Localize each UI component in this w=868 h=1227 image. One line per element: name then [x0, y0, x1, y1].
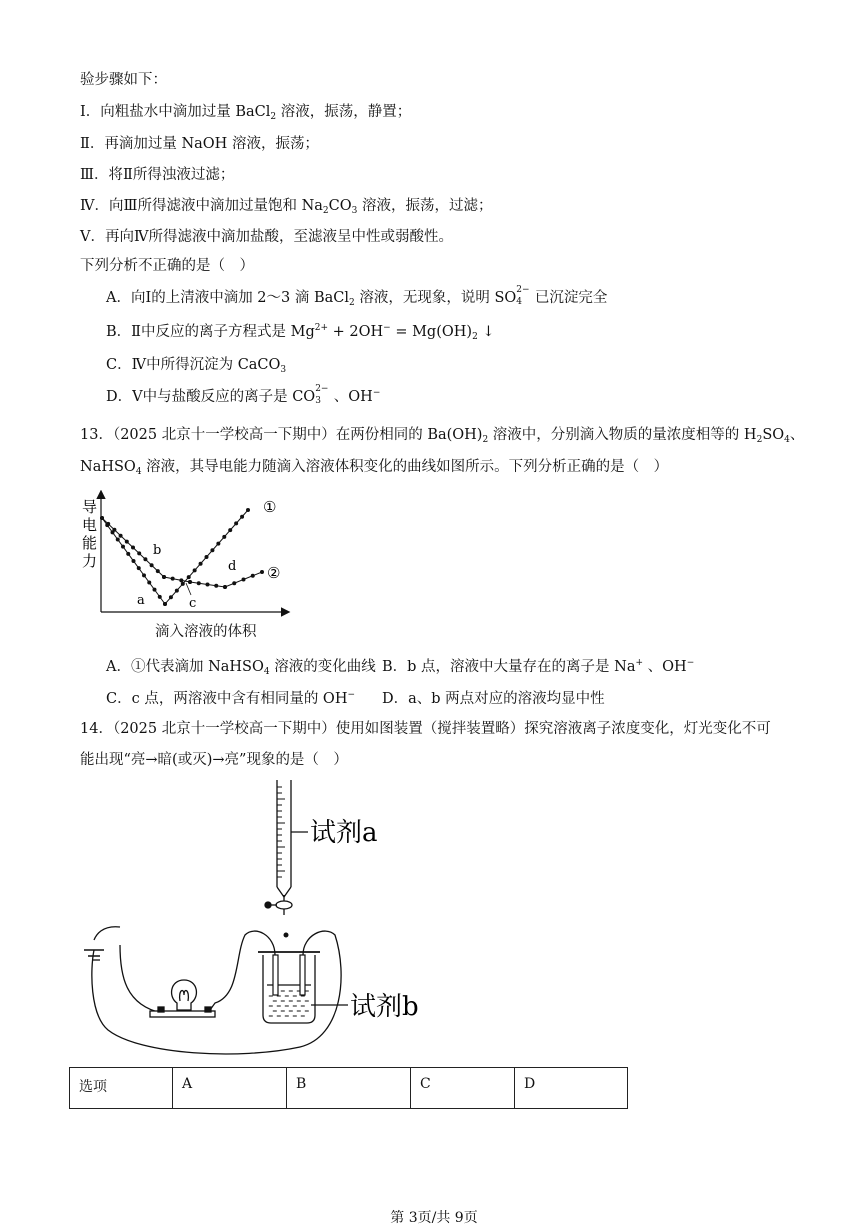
- point-label-d: d: [228, 559, 237, 574]
- curve-dot: [242, 578, 246, 582]
- curve-dot: [205, 555, 209, 559]
- curve-dot: [232, 581, 236, 585]
- curve-dot: [100, 516, 104, 520]
- q13-option-d: D．a、b 两点对应的溶液均显中性: [382, 691, 605, 707]
- burette: [265, 780, 292, 915]
- curve-dot: [193, 568, 197, 572]
- step-3: Ⅲ．将Ⅱ所得浊液过滤；: [80, 167, 235, 183]
- curve-dot: [206, 583, 210, 587]
- y-label-char-2: 电: [82, 516, 98, 534]
- curve-dot: [112, 528, 116, 532]
- q13-option-a: A．①代表滴加 NaHSO$_4$ 溶液的变化曲线: [106, 659, 376, 677]
- table-header-cell: 选项: [70, 1068, 173, 1109]
- step-4: Ⅳ．向Ⅲ所得滤液中滴加过量饱和 $Na_2CO_3$ 溶液，振荡，过滤；: [80, 198, 493, 216]
- curve-dot: [210, 548, 214, 552]
- drop: [284, 933, 289, 938]
- curve-dot: [222, 535, 226, 539]
- table-header-cell: A: [173, 1068, 287, 1109]
- curve-dot: [234, 521, 238, 525]
- curve-dot: [147, 581, 151, 585]
- options-table: [69, 1067, 628, 1109]
- curve-dot: [179, 578, 183, 582]
- curve-dot: [214, 584, 218, 588]
- table-header-cell: C: [411, 1068, 515, 1109]
- step-1: Ⅰ．向粗盐水中滴加过量 BaCl$_2$ 溶液，振荡，静置；: [80, 104, 412, 122]
- q12-option-c: C．Ⅳ中所得沉淀为 CaCO$_3$: [106, 357, 287, 375]
- curve-dot: [137, 566, 141, 570]
- curve-dot: [121, 545, 125, 549]
- x-axis-label: 滴入溶液的体积: [155, 624, 257, 640]
- series-2-label: ②: [267, 564, 281, 582]
- curve-dot: [216, 542, 220, 546]
- page-footer: 第 3页/共 9页: [390, 1210, 478, 1226]
- beaker: [258, 952, 320, 1023]
- y-label-char-4: 力: [82, 552, 98, 570]
- curve-dot: [187, 575, 191, 579]
- table-row: [70, 1068, 628, 1109]
- curve-dot: [116, 538, 120, 542]
- curve-dot: [199, 562, 203, 566]
- curve-dot: [197, 581, 201, 585]
- table-header-cell: B: [287, 1068, 411, 1109]
- curve-dot: [106, 522, 110, 526]
- point-label-c: c: [189, 596, 197, 611]
- curve-dot: [162, 575, 166, 579]
- curve-dot: [169, 595, 173, 599]
- q13-option-b: B．b 点，溶液中大量存在的离子是 Na+ 、OH−: [382, 658, 695, 675]
- point-label-a: a: [137, 593, 145, 608]
- apparatus-diagram: [80, 775, 440, 1060]
- conductivity-chart: [70, 490, 310, 640]
- q12-option-a: A．向Ⅰ的上清液中滴加 2～3 滴 BaCl$_2$ 溶液，无现象，说明 SO 2− 4 已沉淀完全: [106, 285, 608, 308]
- step-2: Ⅱ．再滴加过量 NaOH 溶液，振荡；: [80, 136, 319, 152]
- q13-stem-line2: NaHSO$_4$ 溶液，其导电能力随滴入溶液体积变化的曲线如图所示。下列分析正确的是（ ）: [80, 459, 669, 477]
- curve-dot: [251, 574, 255, 578]
- curve-dot: [158, 595, 162, 599]
- curve-dot: [137, 551, 141, 555]
- intro-line: 验步骤如下：: [80, 72, 167, 88]
- reagent-a-label: 试剂a: [310, 818, 378, 848]
- curve-dot: [223, 585, 227, 589]
- curve-dot: [143, 557, 147, 561]
- curve-dot: [119, 534, 123, 538]
- curve-dot: [171, 577, 175, 581]
- series-1-label: ①: [263, 498, 277, 516]
- curve2-line: [102, 518, 262, 587]
- curve-dot: [156, 569, 160, 573]
- curve-dot: [153, 588, 157, 592]
- q12-option-d: D．Ⅴ中与盐酸反应的离子是 CO 2− 3 、OH−: [106, 384, 381, 406]
- curve-dot: [132, 559, 136, 563]
- q14-stem-line1: 14．（2025 北京十一学校高一下期中）使用如图装置（搅拌装置略）探究溶液离子浓度变化，灯光变化不可: [80, 721, 771, 737]
- electrodes: [273, 955, 305, 995]
- q12-option-b: B．Ⅱ中反应的离子方程式是 $Mg^{2+} + 2OH^- = Mg(OH)_2$ ↓: [106, 323, 495, 342]
- reagent-b-label: 试剂b: [350, 992, 419, 1022]
- curve-dot: [246, 508, 250, 512]
- curve-dot: [228, 528, 232, 532]
- series-1-curve: [100, 508, 250, 606]
- step-5: Ⅴ．再向Ⅳ所得滤液中滴加盐酸，至滤液呈中性或弱酸性。: [80, 229, 453, 245]
- q13-stem-line1: 13．（2025 北京十一学校高一下期中）在两份相同的 $Ba(OH)_2$ 溶液中，分别滴入物质的量浓度相等的 $H_2SO_4$、: [80, 427, 805, 445]
- curve-dot: [181, 582, 185, 586]
- point-c-pointer: [186, 583, 191, 595]
- q14-stem-line2: 能出现“亮→暗(或灭)→亮”现象的是（ ）: [80, 752, 348, 768]
- curve-dot: [142, 573, 146, 577]
- curve-dot: [125, 540, 129, 544]
- y-label-char-1: 导: [82, 498, 98, 516]
- curve-dot: [260, 570, 264, 574]
- y-label-char-3: 能: [82, 534, 98, 552]
- curve-dot: [163, 602, 167, 606]
- curve-dot: [131, 546, 135, 550]
- series-2-curve: [100, 516, 264, 589]
- curve-dot: [150, 563, 154, 567]
- lamp-icon: [150, 980, 215, 1017]
- curve-dot: [175, 589, 179, 593]
- y-axis-label: [82, 498, 97, 570]
- curve-dot: [126, 552, 130, 556]
- point-label-b: b: [153, 543, 162, 558]
- table-header-cell: D: [515, 1068, 628, 1109]
- curve-dot: [240, 515, 244, 519]
- q13-option-c: C．c 点，两溶液中含有相同量的 OH−: [106, 690, 356, 707]
- q12-stem: 下列分析不正确的是（ ）: [80, 258, 254, 274]
- curve-dot: [188, 580, 192, 584]
